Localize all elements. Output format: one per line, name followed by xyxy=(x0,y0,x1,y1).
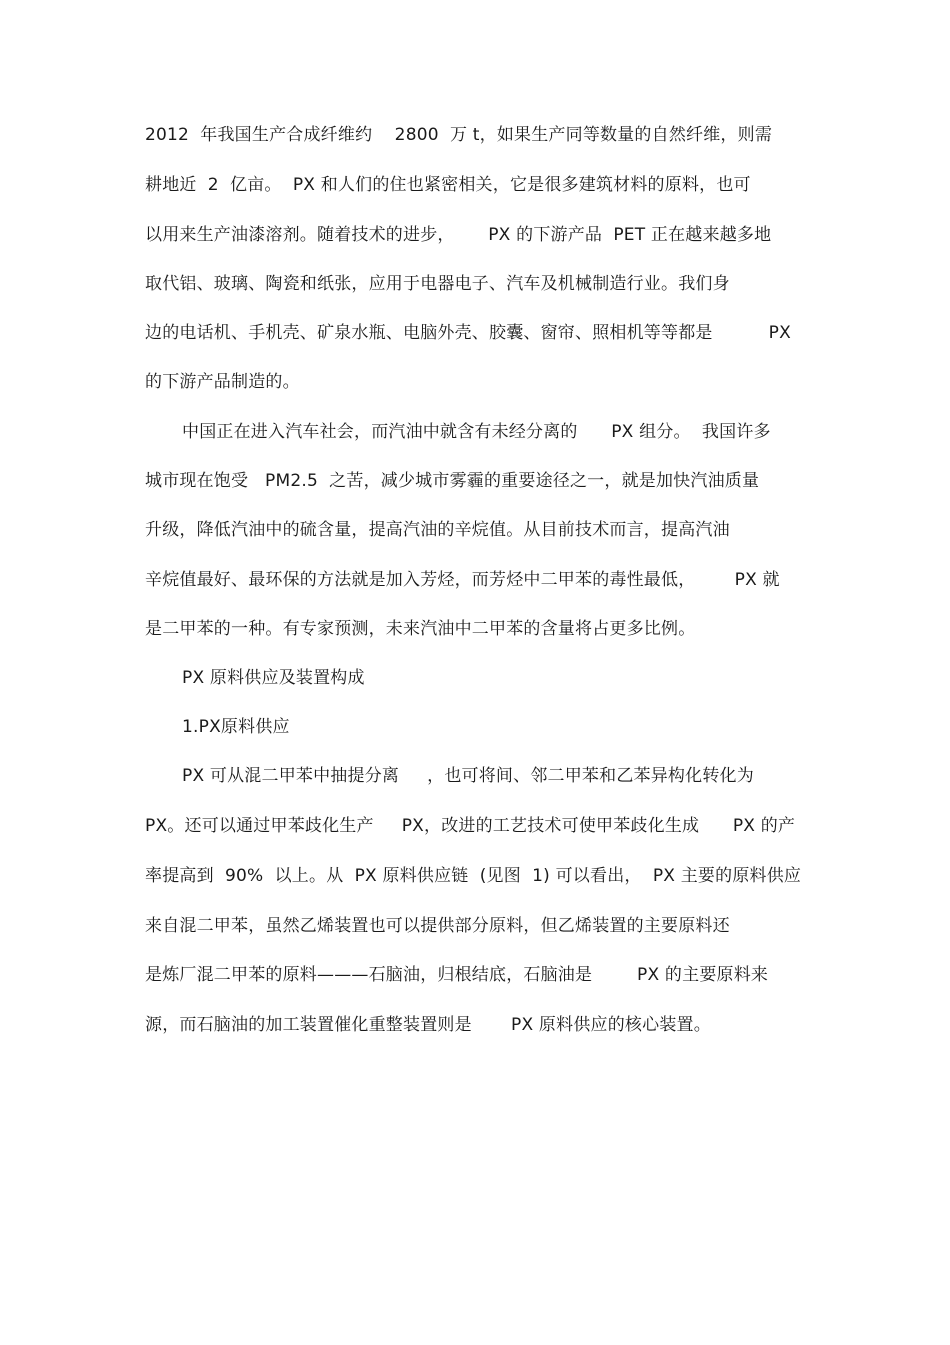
paragraph-3-line-6: 源，而石脑油的加工装置催化重整装置则是 PX 原料供应的核心装置。 xyxy=(145,1015,711,1035)
paragraph-1-line-3: 以用来生产油漆溶剂。随着技术的进步， PX 的下游产品 PET 正在越来越多地 xyxy=(145,225,772,245)
section-heading: PX 原料供应及装置构成 xyxy=(182,668,365,688)
paragraph-1-line-4: 取代铝、玻璃、陶瓷和纸张，应用于电器电子、汽车及机械制造行业。我们身 xyxy=(145,274,730,294)
paragraph-1-line-2: 耕地近 2 亿亩。 PX 和人们的住也紧密相关，它是很多建筑材料的原料，也可 xyxy=(145,175,751,195)
paragraph-2-line-4: 辛烷值最好、最环保的方法就是加入芳烃，而芳烃中二甲苯的毒性最低， PX 就 xyxy=(145,570,780,590)
paragraph-1-line-6: 的下游产品制造的。 xyxy=(145,372,300,392)
paragraph-1-line-1: 2012 年我国生产合成纤维约 2800 万 t，如果生产同等数量的自然纤维，则需 xyxy=(145,125,773,145)
paragraph-2-line-1: 中国正在进入汽车社会，而汽油中就含有未经分离的 PX 组分。 我国许多 xyxy=(182,422,771,442)
paragraph-3-line-5: 是炼厂混二甲苯的原料———石脑油，归根结底，石脑油是 PX 的主要原料来 xyxy=(145,965,769,985)
paragraph-3-line-2: PX。还可以通过甲苯歧化生产 PX，改进的工艺技术可使甲苯歧化生成 PX 的产 xyxy=(145,816,796,836)
paragraph-2-line-2: 城市现在饱受 PM2.5 之苦，减少城市雾霾的重要途径之一，就是加快汽油质量 xyxy=(145,471,760,491)
paragraph-1-line-5: 边的电话机、手机壳、矿泉水瓶、电脑外壳、胶囊、窗帘、照相机等等都是 PX xyxy=(145,323,791,343)
paragraph-2-line-3: 升级，降低汽油中的硫含量，提高汽油的辛烷值。从目前技术而言，提高汽油 xyxy=(145,520,730,540)
paragraph-2-line-5: 是二甲苯的一种。有专家预测，未来汽油中二甲苯的含量将占更多比例。 xyxy=(145,619,696,639)
paragraph-3-line-1: PX 可从混二甲苯中抽提分离 ，也可将间、邻二甲苯和乙苯异构化转化为 xyxy=(182,766,754,786)
paragraph-3-line-3: 率提高到 90% 以上。从 PX 原料供应链 (见图 1) 可以看出， PX 主要的原料供应 xyxy=(145,866,802,886)
subsection-heading: 1.PX原料供应 xyxy=(182,717,290,737)
paragraph-3-line-4: 来自混二甲苯，虽然乙烯装置也可以提供部分原料，但乙烯装置的主要原料还 xyxy=(145,916,730,936)
